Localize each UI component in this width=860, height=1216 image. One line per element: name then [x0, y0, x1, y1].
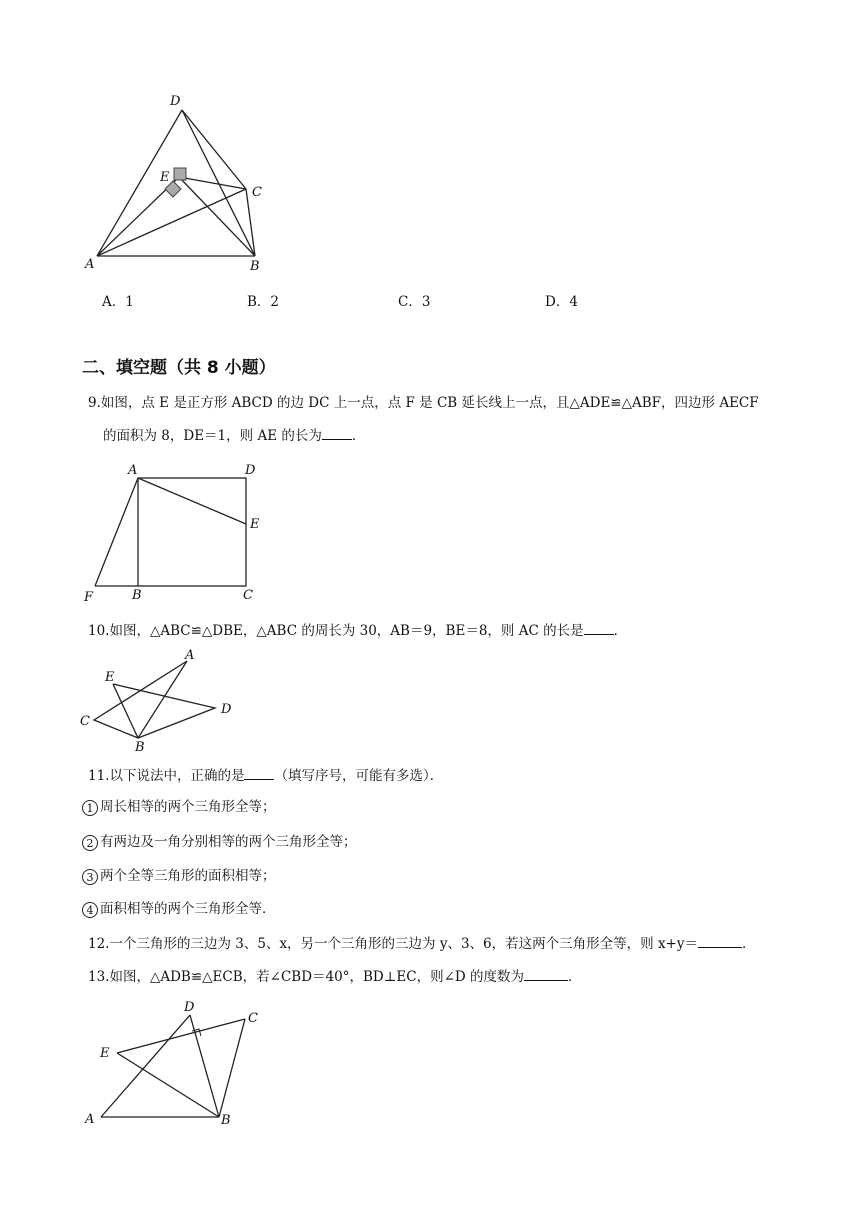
q11-item-2 [82, 832, 357, 852]
q9-line2 [103, 425, 365, 446]
fig9-label-e: E [250, 517, 260, 532]
q13-line [88, 966, 582, 987]
q10-end: ． [613, 623, 628, 639]
figure-q10 [75, 645, 245, 753]
fig10-label-e: E [105, 670, 115, 685]
q8-option-d: D．4 [545, 294, 578, 310]
q9-line1: 9.如图，点 E 是正方形 ABCD 的边 DC 上一点，点 F 是 CB 延长线上一点，且△ADE≌△ABF，四边形 AECF [88, 395, 759, 411]
figure-q13 [80, 995, 280, 1130]
q9-end: ． [351, 428, 366, 444]
q11-item-text: 面积相等的两个三角形全等． [100, 901, 276, 917]
q11-item-text: 两个全等三角形的面积相等； [100, 868, 276, 884]
fig9-label-d: D [245, 463, 256, 478]
q10-text: 10.如图，△ABC≌△DBE，△ABC 的周长为 30，AB＝9，BE＝8，则 AC 的长是 [88, 623, 584, 639]
fig10-label-d: D [221, 702, 232, 717]
q9-text: 的面积为 8，DE＝1，则 AE 的长为 [103, 428, 322, 444]
fig13-label-c: C [248, 1011, 258, 1026]
fig10-label-b: B [135, 740, 145, 753]
q11-text: 11.以下说法中，正确的是 [88, 768, 245, 784]
q11-line [88, 765, 443, 786]
fig9-label-a: A [128, 463, 138, 478]
q11-end: （填写序号，可能有多选）． [274, 768, 444, 784]
q8-option-c: C．3 [398, 294, 431, 310]
fig10-label-c: C [80, 714, 90, 729]
q11-item-4 [82, 899, 276, 919]
figure-q9 [78, 460, 278, 605]
q12-end: ． [742, 936, 756, 952]
fig10-label-a: A [185, 648, 195, 663]
q8-option-b: B．2 [247, 294, 280, 310]
q13-answer-blank[interactable] [524, 966, 568, 981]
q9-answer-blank[interactable] [322, 425, 352, 440]
q11-item-1 [82, 797, 276, 817]
fig8-label-d: D [170, 94, 181, 109]
fig13-label-d: D [184, 1000, 195, 1015]
fig13-label-e: E [100, 1046, 110, 1061]
q12-line [88, 933, 756, 954]
fig9-label-c: C [243, 588, 253, 603]
figure-q8 [80, 88, 270, 278]
fig9-label-f: F [84, 590, 94, 605]
circled-number: 1 [82, 800, 98, 816]
q10-line [88, 620, 627, 641]
fig8-label-a: A [85, 257, 95, 272]
circled-number: 2 [82, 835, 98, 851]
circled-number: 3 [82, 869, 98, 885]
q13-text: 13.如图，△ADB≌△ECB，若∠CBD＝40°，BD⊥EC，则∠D 的度数为 [88, 969, 525, 985]
fig8-label-e: E [160, 170, 170, 185]
q11-item-text: 有两边及一角分别相等的两个三角形全等； [100, 834, 357, 850]
fig9-label-b: B [132, 588, 142, 603]
fig13-label-a: A [85, 1112, 95, 1127]
q8-option-a: A．1 [102, 294, 134, 310]
q10-answer-blank[interactable] [584, 620, 614, 635]
circled-number: 4 [82, 902, 98, 918]
fig8-label-c: C [252, 185, 262, 200]
q11-answer-blank[interactable] [244, 765, 274, 780]
q12-answer-blank[interactable] [698, 933, 742, 948]
fig13-label-b: B [221, 1113, 231, 1128]
section-heading: 二、填空题（共 8 小题） [82, 358, 276, 378]
q13-end: ． [568, 969, 582, 985]
q12-text: 12.一个三角形的三边为 3、5、x，另一个三角形的三边为 y、3、6，若这两个三角形全等，则 x+y＝ [88, 936, 698, 952]
q11-item-3 [82, 866, 276, 886]
fig8-label-b: B [250, 259, 260, 274]
q11-item-text: 周长相等的两个三角形全等； [100, 799, 276, 815]
